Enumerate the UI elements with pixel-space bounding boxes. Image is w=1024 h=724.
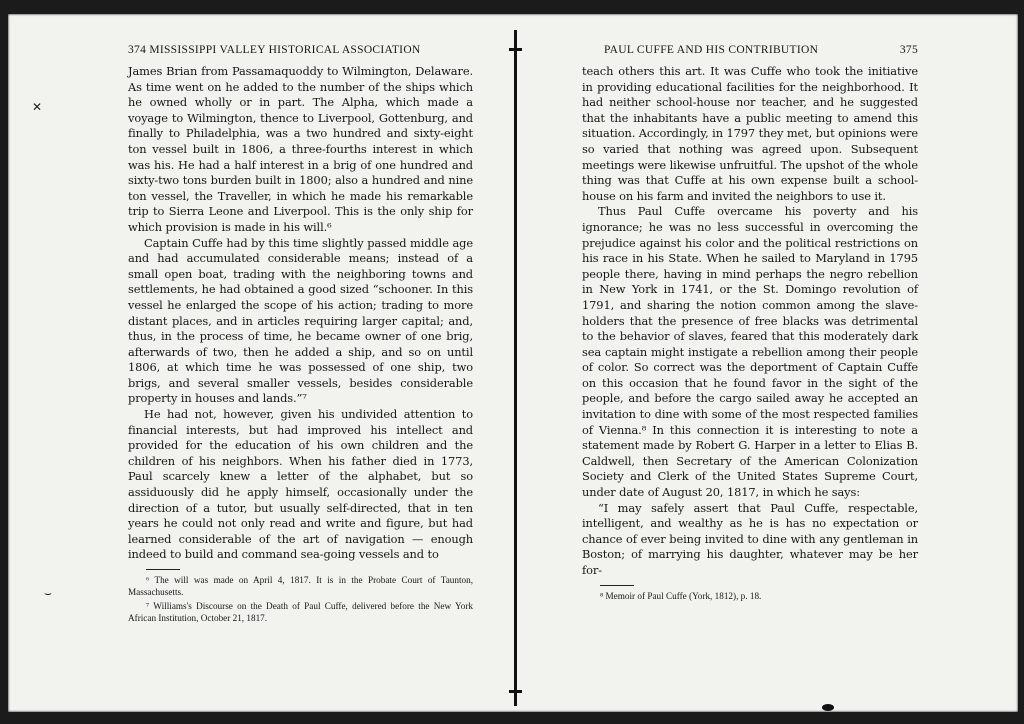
left-page-body [128, 64, 473, 563]
gutter-mark [509, 48, 522, 51]
footnote-rule [600, 585, 634, 586]
paragraph: James Brian from Passamaquoddy to Wilmington, Delaware. As time went on he added to the number of the ships which he owned wholly or in part. The Alpha, which made a voyage to Wilmington, thence to Liverpool, Gottenburg, and finally to Philadelphia, was a two hundred and sixty-eight ton vessel built in 1806, a three-fourths interest in which was his. He had a half interest in a brig of one hundred and sixty-two tons burden built in 1800; also a hundred and nine ton vessel, the Traveller, in which he made his remarkable trip to Sierra Leone and Liverpool. This is the only ship for which provision is made in his will.⁶ [128, 64, 473, 234]
running-head-text: PAUL CUFFE AND HIS CONTRIBUTION [604, 44, 819, 56]
left-page [128, 44, 473, 626]
paragraph: He had not, however, given his undivided attention to financial interests, but had improved his intellect and provided for the education of his own children and the children of his neighbors. When his father died in 1773, Paul scarcely knew a letter of the alphabet, but so assiduously did he apply himself, occasionally under the direction of a tutor, but usually self-directed, that in ten years he could not only read and write and figure, but had learned considerable of the art of navigation — enough indeed to build and command sea-going vessels and to [128, 407, 473, 562]
margin-mark: ⌣ [44, 586, 52, 600]
book-gutter [514, 30, 517, 706]
right-running-head [582, 44, 918, 62]
running-head-text: 374 MISSISSIPPI VALLEY HISTORICAL ASSOCIATION [128, 44, 421, 56]
right-page-body [582, 64, 918, 579]
footnote: ⁸ Memoir of Paul Cuffe (York, 1812), p. 18. [600, 590, 762, 601]
scan-speck [822, 704, 834, 711]
right-page [582, 44, 918, 604]
left-running-head [128, 44, 473, 62]
margin-mark: ✕ [32, 100, 43, 114]
page-number: 375 [899, 44, 918, 56]
quotation: “I may safely assert that Paul Cuffe, respectable, intelligent, and wealthy as he is has no expectation or chance of ever being invited to dine with any gentleman in Boston; of marrying his daughter, whatever may be her for- [582, 500, 918, 577]
paragraph: teach others this art. It was Cuffe who took the initiative in providing educational facilities for the neighborhood. It had neither school-house nor teacher, and he suggested that the inhabitants have a public meeting to amend this situation. Accordingly, in 1797 they met, but opinions were so varied that nothing was agreed upon. Subsequent meetings were likewise unfruitful. The upshot of the whole thing was that Cuffe at his own expense built a school-house on his farm and invited the neighbors to use it. [582, 64, 918, 203]
paragraph: Captain Cuffe had by this time slightly passed middle age and had accumulated considerable means; instead of a small open boat, trading with the neighboring towns and settlements, he had obtained a good sized “schooner. In this vessel he enlarged the scope of his action; trading to more distant places, and in articles requiring larger capital; and, thus, in the process of time, he became owner of one brig, afterwards of two, then he added a ship, and so on until 1806, at which time he was possessed of one ship, two brigs, and several smaller vessels, besides considerable property in houses and lands.”⁷ [128, 235, 473, 406]
footnote: ⁶ The will was made on April 4, 1817. It is in the Probate Court of Taunton, Massachusetts. [128, 575, 473, 597]
gutter-mark [509, 690, 522, 693]
footnote-rule [146, 569, 180, 570]
footnote: ⁷ Williams's Discourse on the Death of Paul Cuffe, delivered before the New York African Institution, October 21, 1817. [128, 601, 473, 623]
paragraph: Thus Paul Cuffe overcame his poverty and his ignorance; he was no less successful in overcoming the prejudice against his color and the political restrictions on his race in his State. When he sailed to Maryland in 1795 people there, having in mind perhaps the negro rebellion in New York in 1741, or the St. Domingo revolution of 1791, and sharing the notion common among the slave-holders that the presence of free blacks was detrimental to the behavior of slaves, feared that this moderately dark sea captain might instigate a rebellion among their people of color. So correct was the deportment of Captain Cuffe on this occasion that he found favor in the sight of the people, and before the cargo sailed away he accepted an invitation to dine with some of the most respected families of Vienna.⁸ In this connection it is interesting to note a statement made by Robert G. Harper in a letter to Elias B. Caldwell, then Secretary of the American Colonization Society and Clerk of the United States Supreme Court, under date of August 20, 1817, in which he says: [582, 204, 918, 500]
